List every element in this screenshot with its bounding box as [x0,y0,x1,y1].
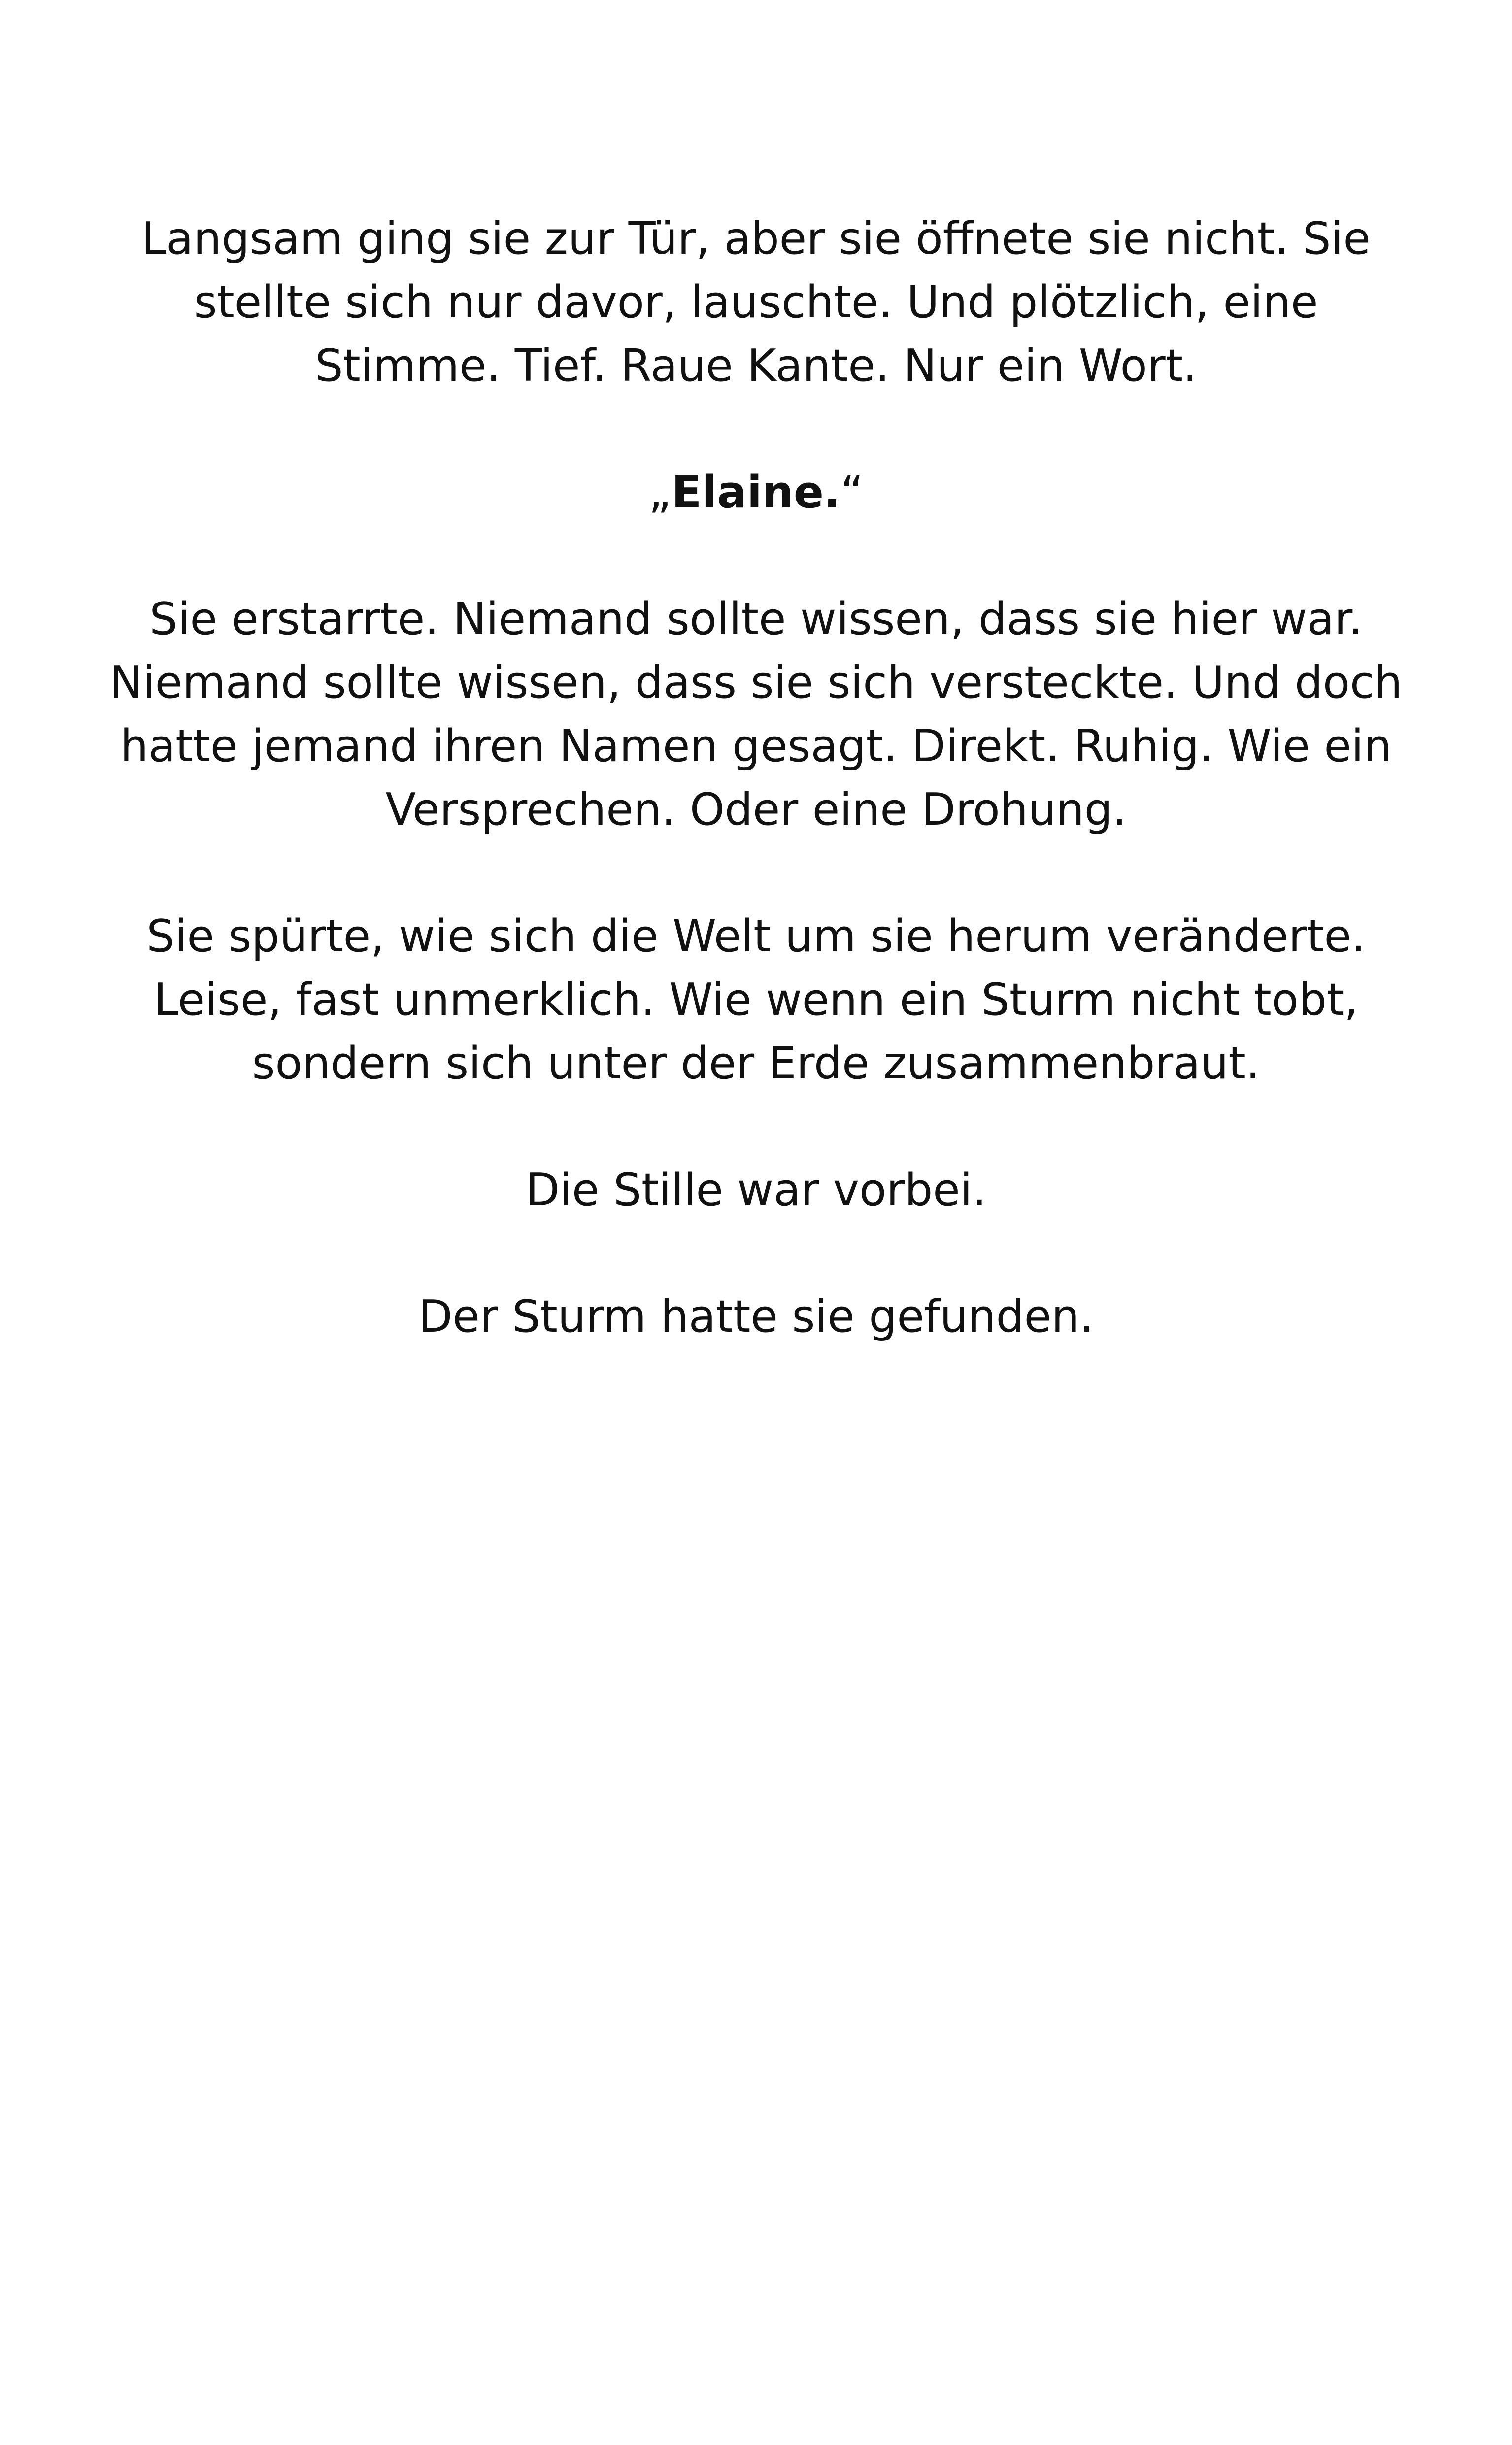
text-line: hatte jemand ihren Namen gesagt. Direkt. Ruhig. Wie ein [120,720,1392,772]
paragraph-world-changing [99,904,1413,1095]
open-quote: „ [648,467,672,518]
close-quote: “ [840,467,864,518]
paragraph-silence-over [99,1158,1413,1222]
text-line: Die Stille war vorbei. [525,1164,987,1216]
text-line: Stimme. Tief. Raue Kante. Nur ein Wort. [315,340,1197,392]
story-text [99,207,1413,1411]
text-line: Sie spürte, wie sich die Welt um sie herum veränderte. [146,910,1366,962]
paragraph-freeze [99,587,1413,841]
text-line: Langsam ging sie zur Tür, aber sie öffnete sie nicht. Sie [141,213,1371,265]
text-line: Niemand sollte wissen, dass sie sich versteckte. Und doch [109,657,1403,708]
text-line: Versprechen. Oder eine Drohung. [385,784,1127,836]
text-line: Leise, fast unmerklich. Wie wenn ein Sturm nicht tobt, [154,974,1358,1026]
text-line: stellte sich nur davor, lauschte. Und plötzlich, eine [194,276,1318,328]
text-line: Der Sturm hatte sie gefunden. [418,1291,1094,1342]
text-line: Sie erstarrte. Niemand sollte wissen, dass sie hier war. [149,593,1363,645]
paragraph-door [99,207,1413,398]
paragraph-spoken-name [99,461,1413,524]
spoken-name: Elaine. [671,467,841,518]
text-line: sondern sich unter der Erde zusammenbraut. [252,1038,1260,1089]
paragraph-storm-found [99,1285,1413,1348]
